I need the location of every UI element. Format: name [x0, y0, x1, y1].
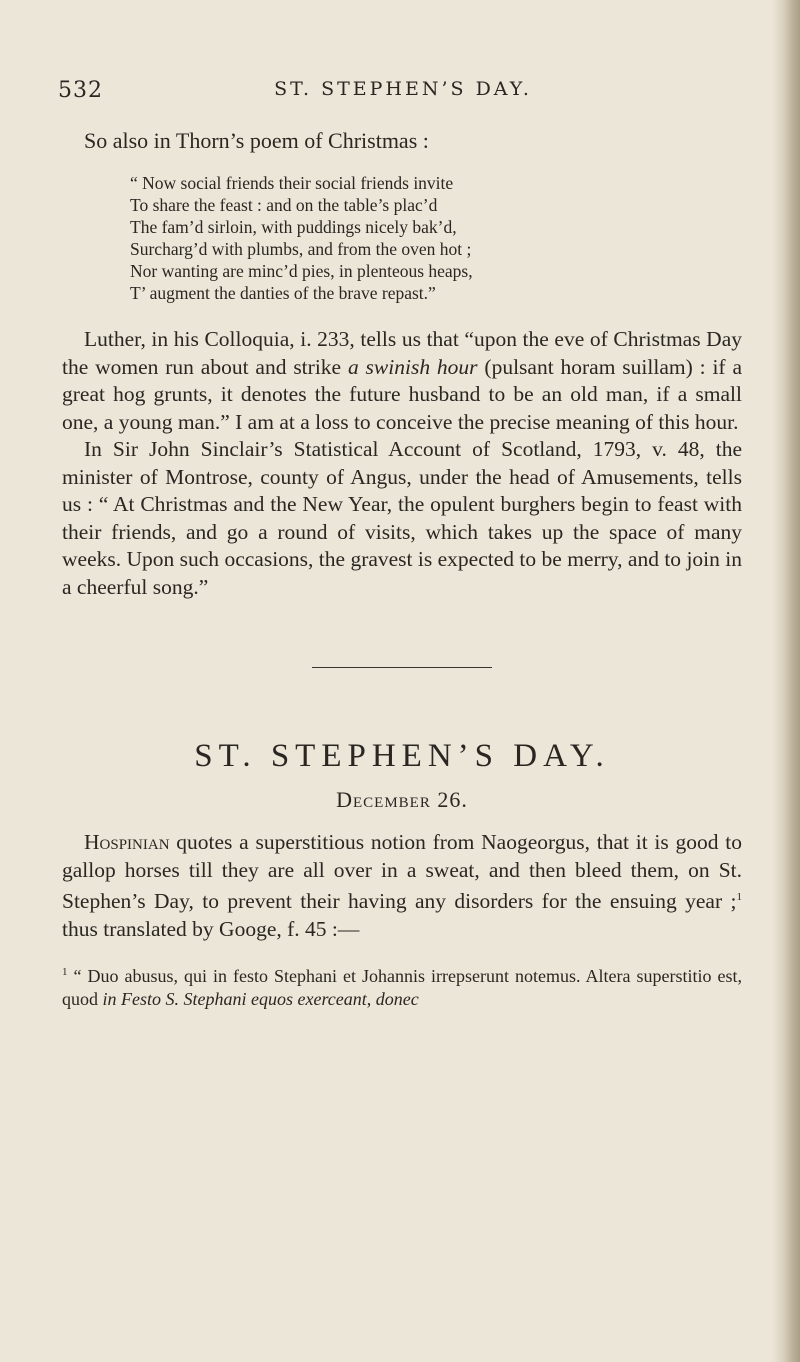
footnote-marker: 1: [62, 966, 68, 979]
hospinian-text-end: thus translated by Googe, f. 45 :—: [62, 916, 360, 941]
footnote-text: “ Duo abusus, qui in festo Stephani et Johannis irrepserunt notemus. Altera superstitio est, quod: [62, 966, 742, 1010]
author-name: Hospinian: [84, 830, 170, 854]
section-date: December 26.: [336, 787, 468, 812]
poem-line: “ Now social friends their social friends invite: [130, 173, 454, 193]
hospinian-text: quotes a superstitious notion from Naogeorgus, that it is good to gallop horses till they are all over in a sweat, and then bleed them, on St. Stephen’s Day, to prevent their having any disorders for the ensuing year ;: [62, 830, 742, 914]
running-head: ST. STEPHEN’S DAY.: [274, 78, 532, 100]
footnote-italic-end: donec: [375, 989, 419, 1010]
footnote-ref: 1: [736, 891, 742, 903]
intro-line: So also in Thorn’s poem of Christmas :: [84, 128, 429, 153]
page-edge-shadow: [772, 0, 800, 1362]
poem-line: To share the feast : and on the table’s plac’d: [130, 195, 438, 215]
footnote-italic: in Festo S. Stephani equos exerceant: [102, 989, 367, 1010]
section-title: ST. STEPHEN’S DAY.: [194, 738, 610, 774]
poem-line: T’ augment the danties of the brave repast.”: [130, 283, 436, 303]
hospinian-paragraph: [62, 829, 742, 943]
page-number: 532: [58, 78, 103, 103]
footnote: [62, 961, 742, 1011]
luther-text: Luther, in his Colloquia, i. 233, tells us that “upon the eve of Christmas Day the women run about and strike: [62, 327, 742, 379]
section-divider: [312, 667, 492, 668]
poem-quote: [130, 172, 742, 304]
sinclair-paragraph: In Sir John Sinclair’s Statistical Account of Scotland, 1793, v. 48, the minister of Montrose, county of Angus, under the head of Amusements, tells us : “ At Christmas and the New Year, the opulent burghers begin to feast with their friends, and go a round of visits, which takes up the space of many weeks. Upon such occasions, the gravest is expected to be merry, and to join in a cheerful song.”: [62, 437, 742, 599]
poem-line: Nor wanting are minc’d pies, in plenteous heaps,: [130, 261, 473, 281]
footnote-text-mid: ,: [366, 989, 376, 1010]
poem-line: Surcharg’d with plumbs, and from the oven hot ;: [130, 239, 472, 259]
luther-italic: a swinish hour: [347, 354, 478, 379]
page-body: [62, 128, 742, 1029]
page-header: [58, 78, 748, 108]
poem-line: The fam’d sirloin, with puddings nicely bak’d,: [130, 217, 457, 237]
luther-text-end: (pulsant horam suillam) : if a great hog grunts, it denotes the future husband to be an old man, if a small one, a young man.” I am at a loss to conceive the precise meaning of this hour.: [62, 354, 742, 434]
luther-paragraph: [62, 326, 742, 436]
